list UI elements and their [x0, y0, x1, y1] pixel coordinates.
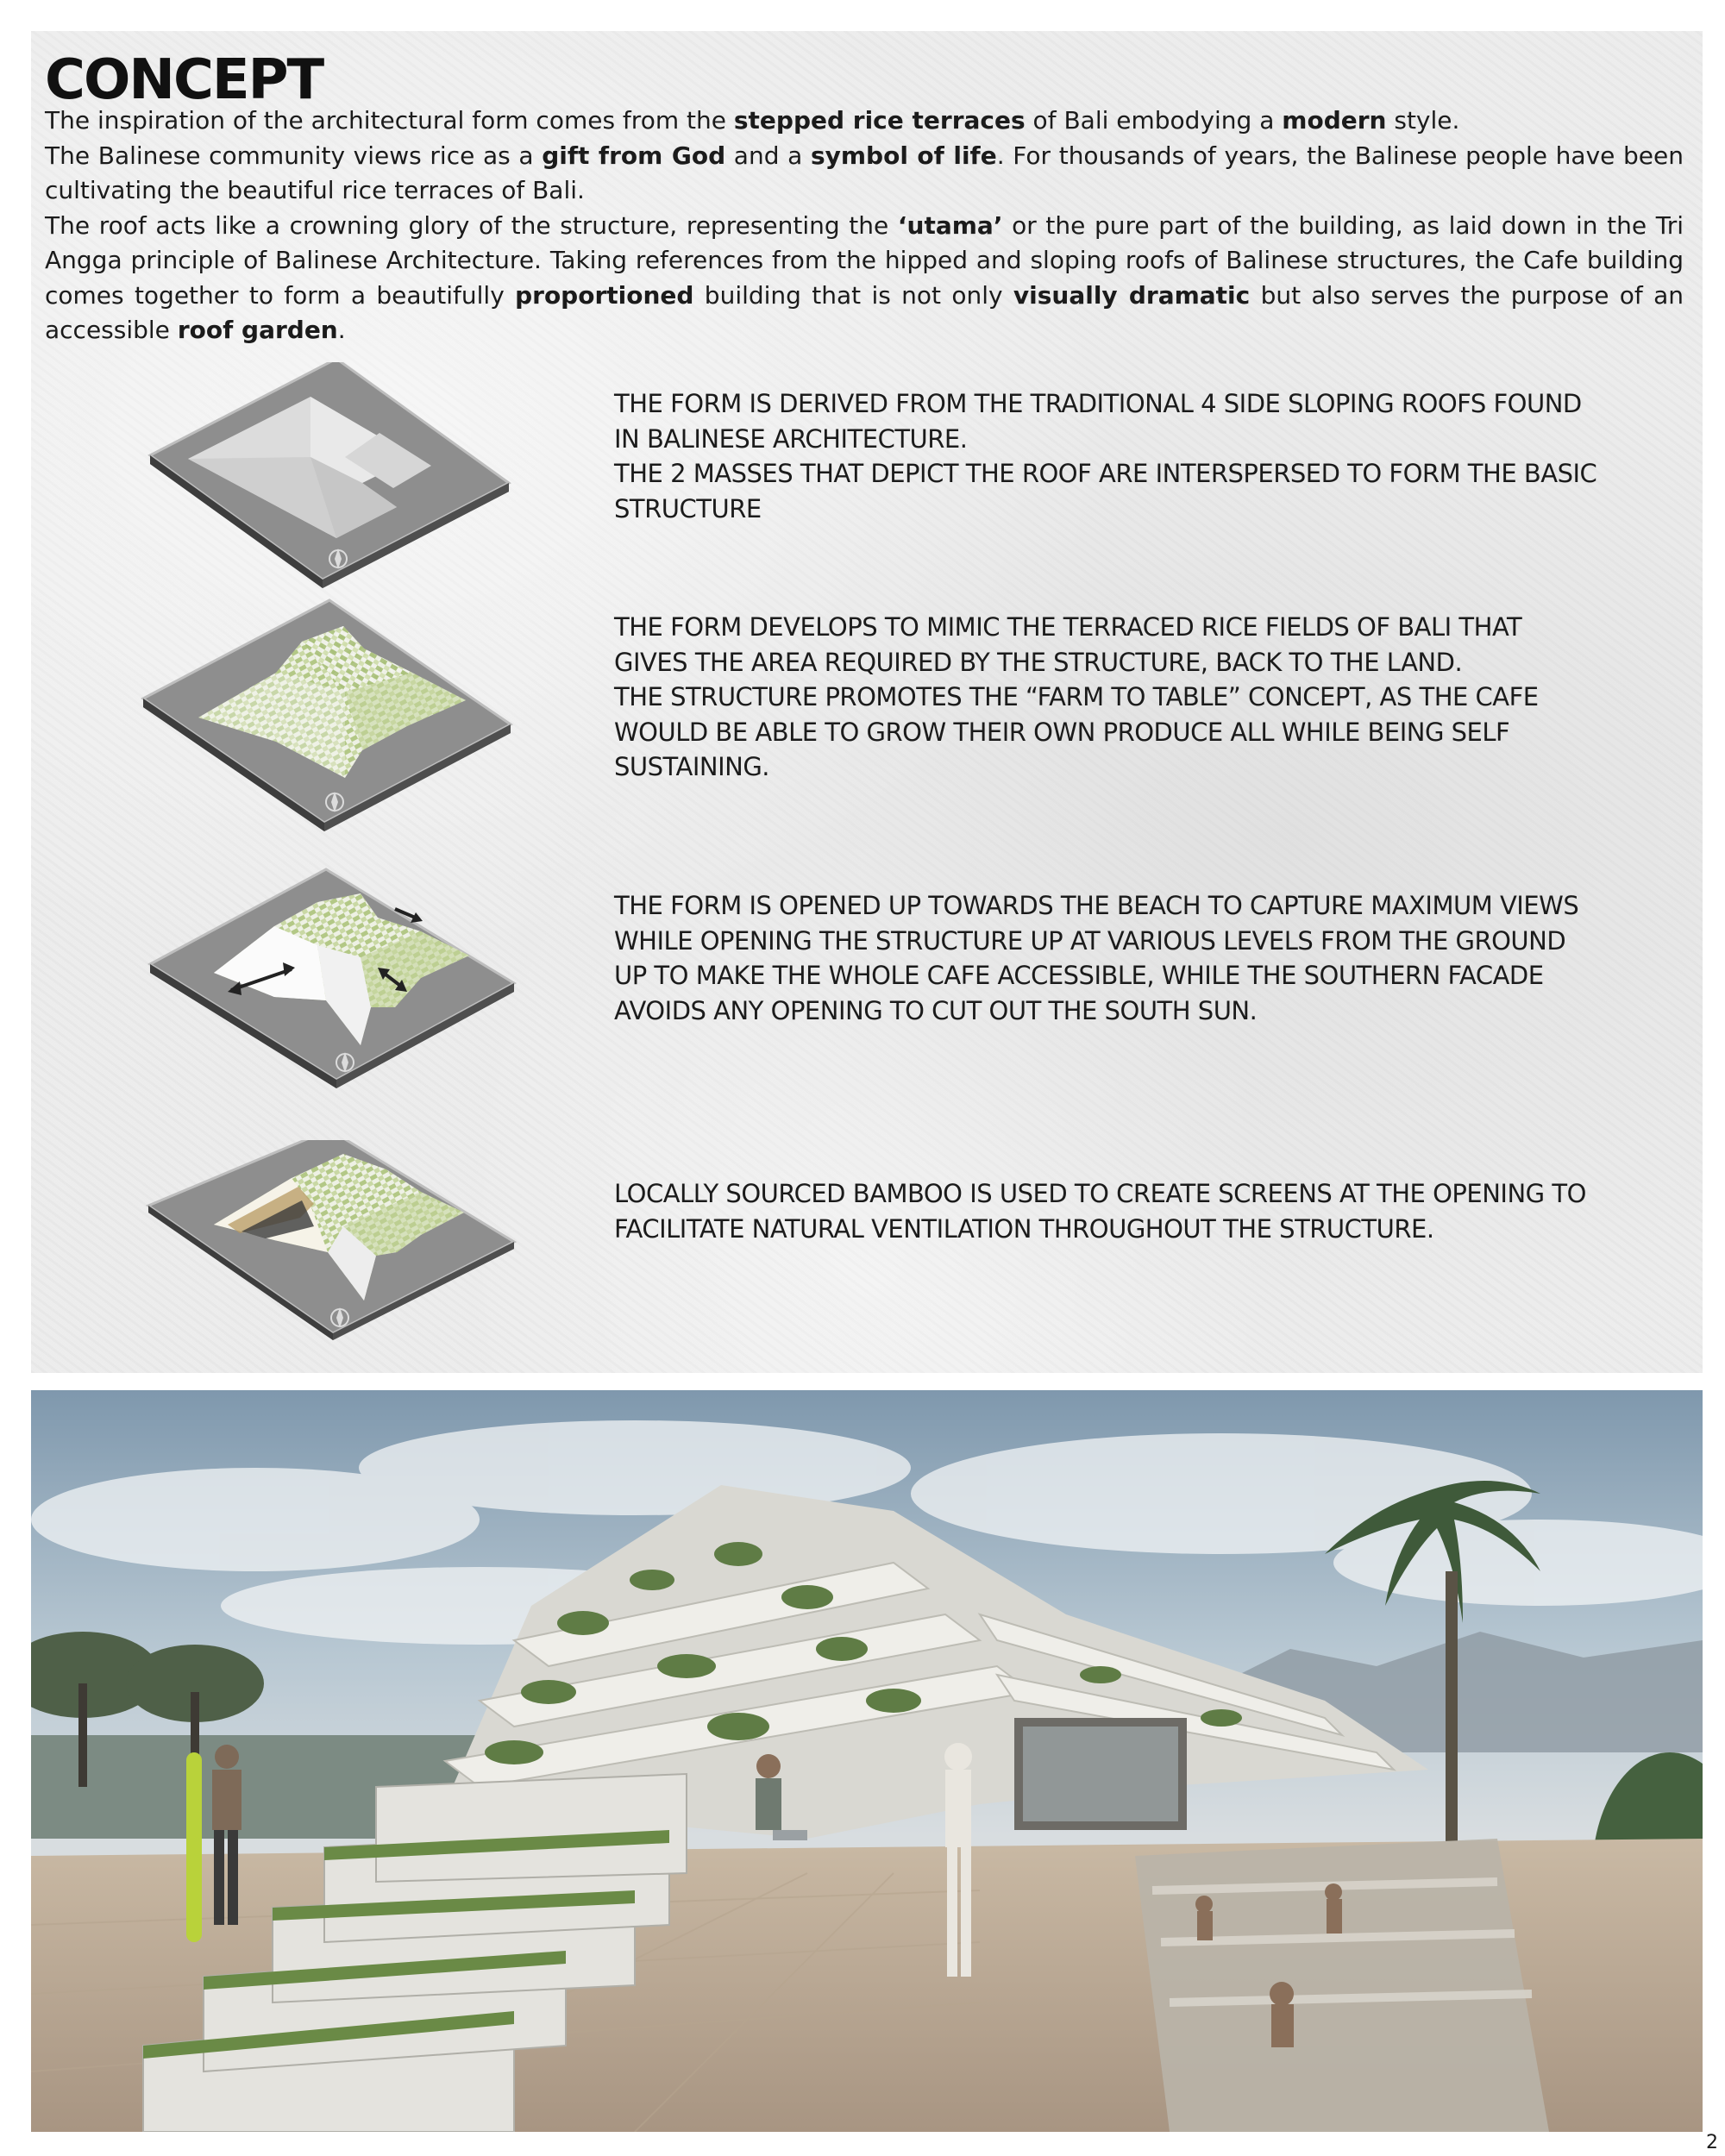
perspective-render-image — [31, 1390, 1703, 2132]
step-3-text — [614, 888, 1597, 1028]
step-1-line-2: THE 2 MASSES THAT DEPICT THE ROOF ARE INTERSPERSED TO FORM THE BASIC STRUCTURE — [614, 459, 1597, 523]
emphasis: gift from God — [542, 141, 726, 170]
step-3-line-1: THE FORM IS OPENED UP TOWARDS THE BEACH TO CAPTURE MAXIMUM VIEWS WHILE OPENING THE STRUCTURE UP AT VARIOUS LEVELS FROM THE GROUND UP TO MAKE THE WHOLE CAFE ACCESSIBLE, WHILE THE SOUTHERN FACADE AVOIDS ANY OPENING TO CUT OUT THE SOUTH SUN. — [614, 891, 1579, 1025]
text-run: and a — [725, 141, 811, 170]
emphasis: stepped rice terraces — [733, 106, 1026, 135]
text-run: but also serves the purpose of an accessible — [45, 280, 1684, 344]
intro-paragraph-3 — [45, 209, 1684, 348]
text-run: building that is not only — [693, 280, 1013, 310]
text-run: style. — [1386, 106, 1460, 135]
text-run: The Balinese community views rice as a — [45, 141, 543, 170]
step-4-text — [614, 1176, 1597, 1246]
text-run: The inspiration of the architectural form comes from the — [45, 106, 734, 135]
step-2-line-1: THE FORM DEVELOPS TO MIMIC THE TERRACED RICE FIELDS OF BALI THAT GIVES THE AREA REQUIRED BY THE STRUCTURE, BACK TO THE LAND. — [614, 612, 1522, 677]
text-run: or the pure part of the building, as laid down in the Tri Angga principle of Balinese Architecture. Taking references from the hipped and sloping roofs of Balinese structures, the Cafe building comes together to form a beautifully — [45, 210, 1684, 310]
diagram-2-terraced-form — [138, 597, 518, 838]
text-run: . For thousands of years, the Balinese people have been cultivating the beautiful rice terraces of Bali. — [45, 141, 1684, 204]
step-1-line-1: THE FORM IS DERIVED FROM THE TRADITIONAL 4 SIDE SLOPING ROOFS FOUND IN BALINESE ARCHITECTURE. — [614, 389, 1582, 454]
emphasis: visually dramatic — [1013, 280, 1251, 310]
step-1-text — [614, 386, 1597, 526]
text-run: The roof acts like a crowning glory of the structure, representing the — [45, 210, 898, 240]
text-run: of Bali embodying a — [1025, 106, 1283, 135]
step-2-line-2: THE STRUCTURE PROMOTES THE “FARM TO TABLE” CONCEPT, AS THE CAFE WOULD BE ABLE TO GROW THEIR OWN PRODUCE ALL WHILE BEING SELF SUSTAINING. — [614, 682, 1539, 781]
emphasis: symbol of life — [810, 141, 997, 170]
emphasis: roof garden — [177, 316, 338, 344]
emphasis: modern — [1282, 106, 1387, 135]
emphasis: ‘utama’ — [897, 210, 1003, 240]
emphasis: proportioned — [515, 280, 694, 310]
page-title: CONCEPT — [45, 48, 323, 112]
diagram-3-opened-form — [145, 862, 524, 1095]
diagram-4-bamboo-screens — [145, 1140, 524, 1373]
text-run: . — [337, 316, 346, 344]
intro-paragraph-1 — [45, 103, 1684, 139]
step-2-text — [614, 610, 1597, 785]
page-number: 2 — [1706, 2132, 1718, 2153]
diagram-1-basic-masses — [138, 362, 518, 595]
intro-text — [45, 103, 1684, 348]
intro-paragraph-2 — [45, 139, 1684, 209]
step-4-line-1: LOCALLY SOURCED BAMBOO IS USED TO CREATE SCREENS AT THE OPENING TO FACILITATE NATURAL VENTILATION THROUGHOUT THE STRUCTURE. — [614, 1179, 1586, 1244]
